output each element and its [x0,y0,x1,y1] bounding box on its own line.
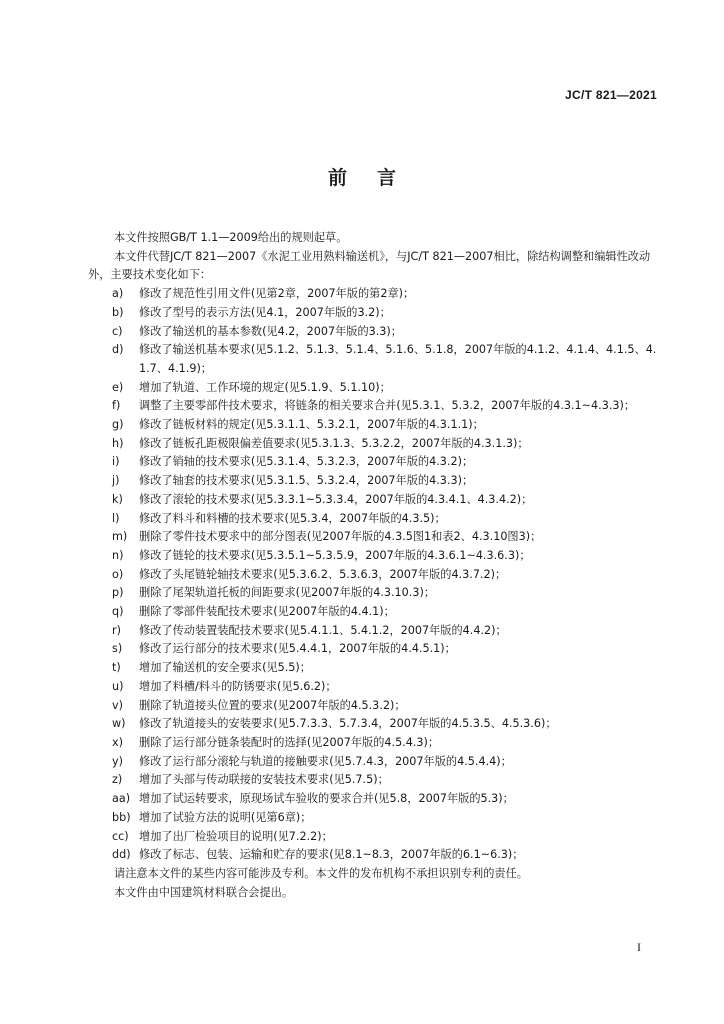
list-item-marker: f) [112,399,121,413]
list-item-text: 增加了头部与传动联接的安装技术要求(见5.7.5)； [139,773,389,787]
list-item [88,379,660,398]
list-item-marker: d) [112,343,124,357]
list-item-text: 调整了主要零部件技术要求，将链条的相关要求合并(见5.3.1、5.3.2，2007年版的4.3.1~4.3.3)； [139,399,636,413]
list-item-text: 修改了滚轮的技术要求(见5.3.3.1~5.3.3.4，2007年版的4.3.4.1、4.3.4.2)； [139,492,533,506]
page-title: 前言 [327,167,426,189]
list-item-marker: z) [112,773,123,787]
list-item-text: 修改了运行部分滚轮与轨道的接触要求(见5.7.4.3，2007年版的4.5.4.4)； [139,754,512,768]
list-item-marker: y) [112,754,123,768]
list-item [88,715,660,734]
list-item-marker: l) [112,511,120,525]
list-item-marker: i) [112,455,120,469]
list-item-marker: aa) [112,792,131,806]
list-item-marker: w) [112,717,126,731]
list-item-text: 删除了运行部分链条装配时的选择(见2007年版的4.5.4.3)； [139,735,440,749]
list-item-marker: n) [112,548,124,562]
list-item-text: 增加了输送机的安全要求(见5.5)； [139,661,311,675]
list-item-marker: e) [112,380,124,394]
list-item-marker: r) [112,623,121,637]
list-item-marker: b) [112,305,124,319]
list-item-text: 修改了输送机的基本参数(见4.2，2007年版的3.3)； [139,324,402,338]
list-item-marker: t) [112,661,121,675]
list-item-text: 修改了输送机基本要求(见5.1.2、5.1.3、5.1.4、5.1.6、5.1.8，2007年版的4.1.2、4.1.4、4.1.5、4.1.7、4.1.9)； [139,343,657,375]
list-item [88,341,660,378]
list-item-text: 删除了轨道接头位置的要求(见2007年版的4.5.3.2)； [139,698,406,712]
list-item-text: 增加了试验方法的说明(见第6章)； [139,810,312,824]
list-item [88,734,660,753]
list-item [88,547,660,566]
list-item-text: 删除了零件技术要求中的部分图表(见2007年版的4.3.5图1和表2、4.3.10图3)； [139,530,542,544]
list-item-marker: v) [112,698,123,712]
list-item [88,659,660,678]
list-item [88,584,660,603]
list-item [88,771,660,790]
intro-paragraph-replacement: 本文件代替JC/T 821—2007《水泥工业用熟料输送机》，与JC/T 821—2007相比，除结构调整和编辑性改动外，主要技术变化如下： [88,249,651,282]
list-item [88,397,660,416]
list-item-text: 修改了销轴的技术要求(见5.3.1.4、5.3.2.3，2007年版的4.3.2)； [139,455,474,469]
list-item-text: 修改了标志、包装、运输和贮存的要求(见8.1~8.3，2007年版的6.1~6.3)； [139,848,524,862]
list-item-text: 删除了零部件装配技术要求(见2007年版的4.4.1)； [139,605,395,619]
list-item [88,416,660,435]
standard-code-header: JC/T 821—2021 [565,88,657,102]
list-item-text: 修改了传动装置装配技术要求(见5.4.1.1、5.4.1.2，2007年版的4.4.2)； [139,623,507,637]
list-item [88,435,660,454]
list-item [88,528,660,547]
list-item-text: 修改了轨道接头的安装要求(见5.7.3.3、5.7.3.4，2007年版的4.5.3.5、4.5.3.6)； [139,717,557,731]
list-item [88,491,660,510]
list-item-marker: q) [112,605,124,619]
list-item-text: 修改了链轮的技术要求(见5.3.5.1~5.3.5.9，2007年版的4.3.6.1~4.3.6.3)； [139,548,531,562]
list-item [88,753,660,772]
proposer-statement: 本文件由中国建筑材料联合会提出。 [114,885,294,899]
technical-changes-list [88,285,660,865]
list-item [88,304,660,323]
list-item-marker: g) [112,418,124,432]
list-item-marker: a) [112,287,124,301]
list-item [88,790,660,809]
list-item-marker: p) [112,586,124,600]
list-item [88,603,660,622]
list-item [88,510,660,529]
list-item [88,809,660,828]
list-item [88,472,660,491]
list-item-text: 修改了链板孔距极限偏差值要求(见5.3.1.3、5.3.2.2，2007年版的4.3.1.3)； [139,436,529,450]
list-item [88,453,660,472]
list-item-marker: s) [112,642,123,656]
list-item [88,697,660,716]
intro-paragraph-drafting-rules: 本文件按照GB/T 1.1—2009给出的规则起草。 [114,231,348,244]
list-item-text: 修改了链板材料的规定(见5.3.1.1、5.3.2.1，2007年版的4.3.1.1)； [139,418,484,432]
list-item-text: 修改了规范性引用文件(见第2章，2007年版的第2章)； [139,287,415,301]
list-item [88,566,660,585]
list-item-marker: c) [112,324,123,338]
list-item-text: 修改了料斗和料槽的技术要求(见5.3.4，2007年版的4.3.5)； [139,511,446,525]
list-item-text: 修改了运行部分的技术要求(见5.4.4.1，2007年版的4.4.5.1)； [139,642,456,656]
list-item-marker: o) [112,567,124,581]
list-item-text: 修改了型号的表示方法(见4.1，2007年版的3.2)； [139,305,391,319]
list-item-marker: h) [112,436,124,450]
list-item-marker: u) [112,679,124,693]
list-item [88,640,660,659]
list-item [88,285,660,304]
list-item-text: 增加了试运转要求，原现场试车验收的要求合并(见5.8，2007年版的5.3)； [139,792,514,806]
document-body [88,229,660,902]
list-item [88,622,660,641]
list-item-marker: dd) [112,848,131,862]
list-item [88,678,660,697]
list-item-text: 增加了出厂检验项目的说明(见7.2.2)； [139,829,333,843]
list-item-marker: k) [112,492,123,506]
list-item-text: 修改了轴套的技术要求(见5.3.1.5、5.3.2.4，2007年版的4.3.3)； [139,474,474,488]
patent-notice: 请注意本文件的某些内容可能涉及专利。本文件的发布机构不承担识别专利的责任。 [114,866,528,880]
list-item-marker: bb) [112,810,131,824]
list-item-text: 删除了尾架轨道托板的间距要求(见2007年版的4.3.10.3)； [139,586,436,600]
list-item [88,846,660,865]
list-item-marker: m) [112,530,128,544]
list-item-text: 增加了料槽/料斗的防锈要求(见5.6.2)； [139,679,337,693]
list-item [88,323,660,342]
list-item-marker: x) [112,735,123,749]
list-item-marker: j) [112,474,120,488]
page-number: I [637,940,641,954]
list-item-text: 增加了轨道、工作环境的规定(见5.1.9、5.1.10)； [139,380,391,394]
list-item-marker: cc) [112,829,129,843]
list-item [88,828,660,847]
list-item-text: 修改了头尾链轮轴技术要求(见5.3.6.2、5.3.6.3，2007年版的4.3.7.2)； [139,567,507,581]
